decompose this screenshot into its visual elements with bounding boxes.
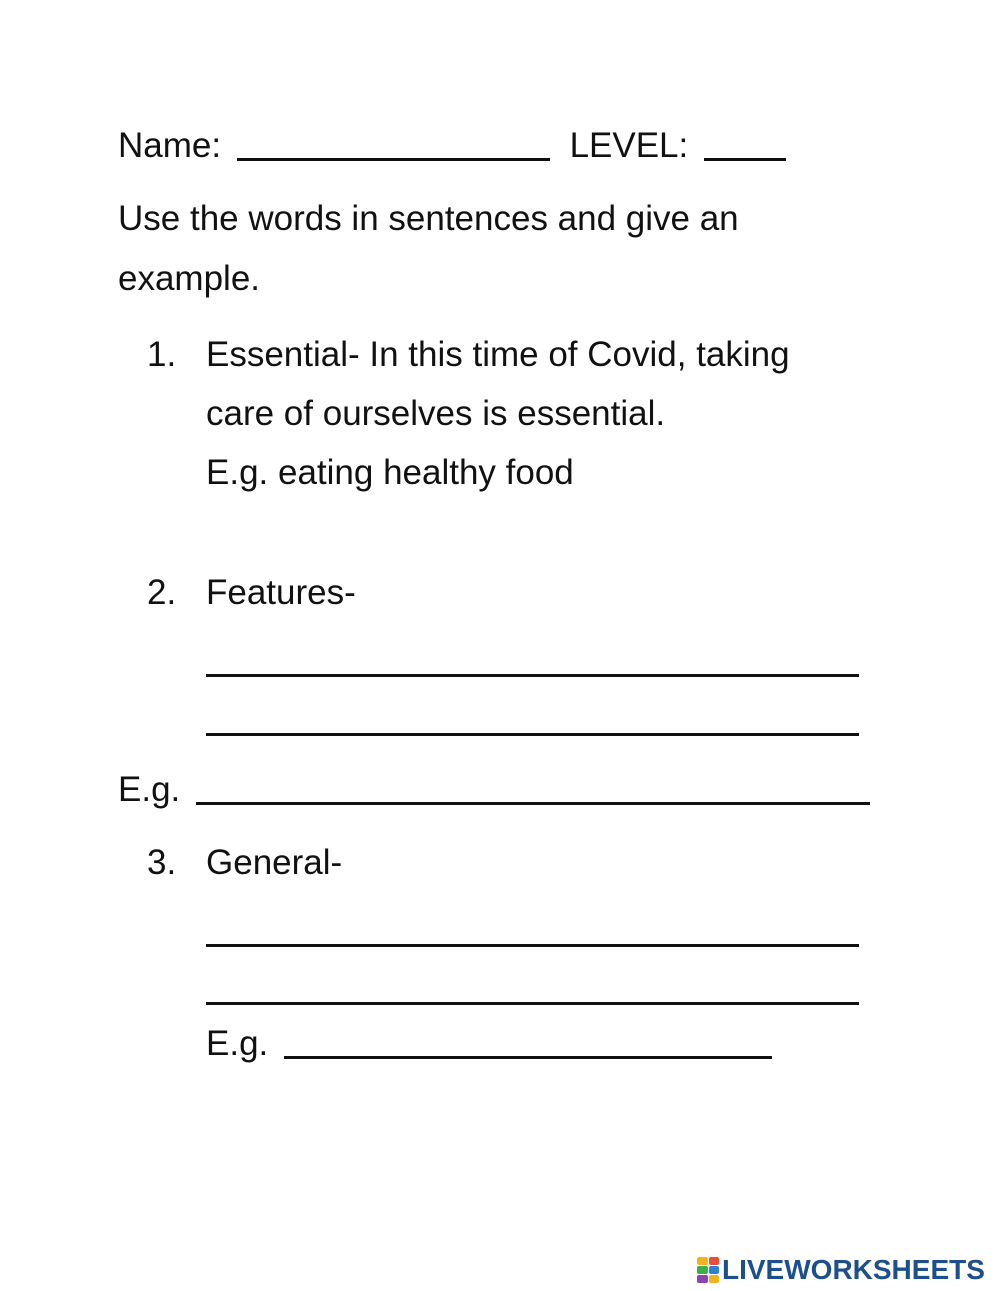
item-1-number: 1.: [147, 335, 177, 374]
item-2-example-input[interactable]: [196, 772, 870, 805]
item-3-answer-line-1: [206, 910, 859, 953]
item-3-number: 3.: [147, 843, 177, 882]
level-label: LEVEL:: [569, 126, 689, 165]
item-3-word: General-: [206, 843, 343, 882]
item-3-example-input[interactable]: [284, 1026, 772, 1059]
instructions-line-2: example.: [118, 259, 261, 298]
item-3-answer-line-2: [206, 968, 859, 1011]
item-3-example-label: E.g.: [206, 1024, 269, 1063]
level-input-line[interactable]: [704, 128, 786, 161]
item-1-sentence-line-1: Essential- In this time of Covid, taking: [206, 335, 790, 374]
instructions-line-1: Use the words in sentences and give an: [118, 199, 739, 238]
item-2-answer-input-2[interactable]: [206, 703, 859, 736]
item-2-answer-line-1: [206, 640, 859, 683]
item-1-example: E.g. eating healthy food: [206, 453, 574, 492]
name-input-line[interactable]: [237, 128, 550, 161]
item-2-number: 2.: [147, 573, 177, 612]
item-3-example-row: [206, 1022, 772, 1065]
liveworksheets-brand-text: LIVEWORKSHEETS: [722, 1254, 985, 1285]
item-1-sentence-line-2: care of ourselves is essential.: [206, 394, 666, 433]
item-2-word: Features-: [206, 573, 356, 612]
item-2-example-row: [118, 768, 870, 811]
item-2-answer-line-2: [206, 699, 859, 742]
item-3-answer-input-1[interactable]: [206, 914, 859, 947]
liveworksheets-logo-icon: [697, 1257, 719, 1283]
name-label: Name:: [118, 126, 222, 165]
name-level-row: [118, 124, 786, 167]
item-2-answer-input-1[interactable]: [206, 644, 859, 677]
item-3-answer-input-2[interactable]: [206, 972, 859, 1005]
liveworksheets-logo: [697, 1254, 989, 1286]
item-2-example-label: E.g.: [118, 770, 181, 809]
